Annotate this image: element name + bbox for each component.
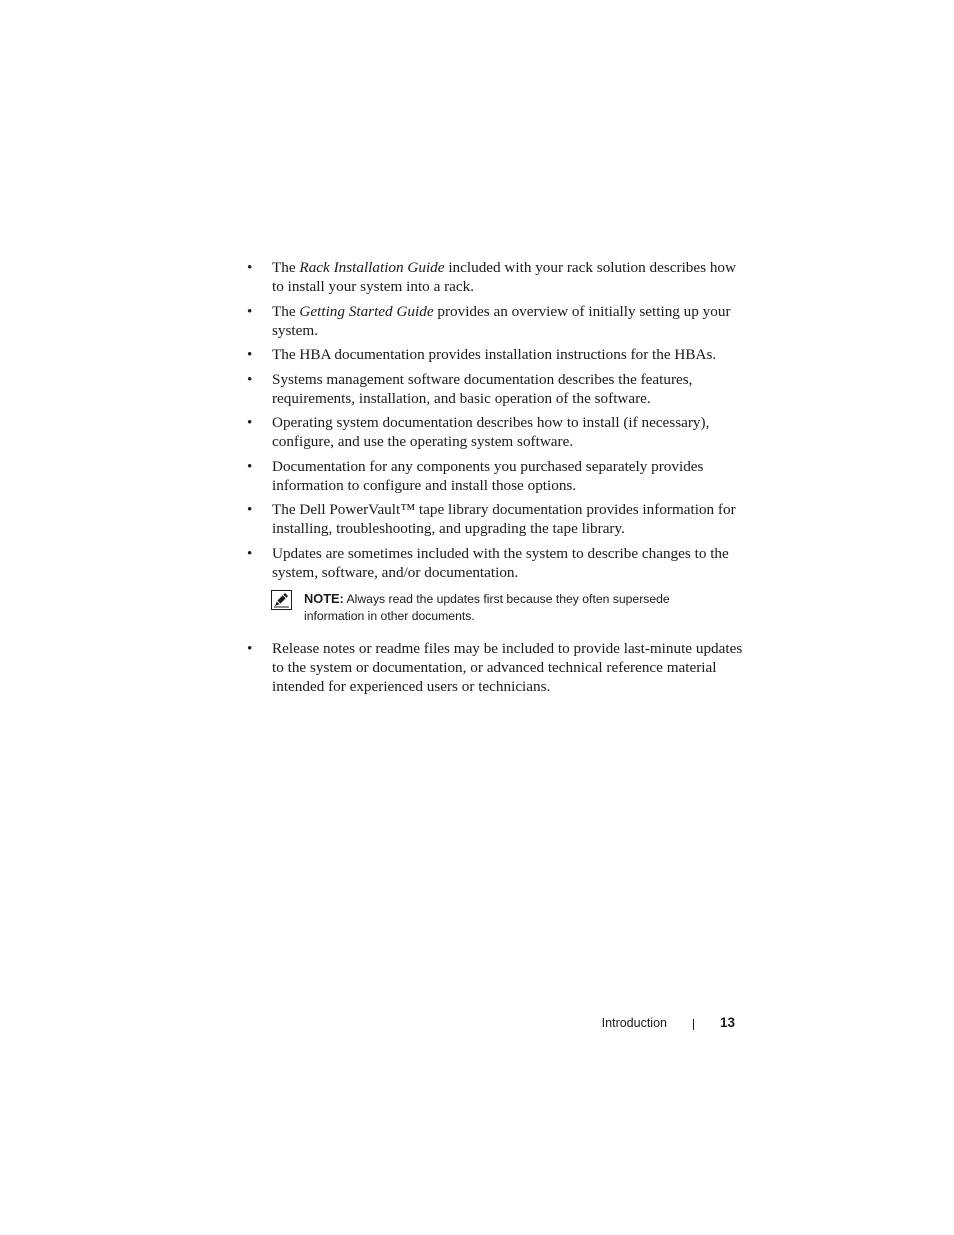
note-label: NOTE: [304,590,344,606]
list-item-text: Release notes or readme files may be included to provide last-minute updates to the system or documentation, or advanced technical reference material intended for experienced users or technicians. [272,639,743,695]
bullet-marker: • [247,457,253,475]
list-item [247,544,747,582]
list-item [247,500,747,538]
bullet-marker: • [247,370,253,388]
list-item-text: Operating system documentation describes how to install (if necessary), configure, and use the operating system software. [272,414,710,450]
bullet-marker: • [247,346,253,363]
page-number: 13 [719,1015,735,1030]
note-callout [247,590,724,625]
note-pencil-icon [271,590,292,610]
guide-title: Getting Started Guide [299,302,434,320]
bullet-marker: • [247,259,253,276]
list-item-text: The Getting Started Guide provides an overview of initially setting up your system. [272,302,731,339]
list-item-text: The HBA documentation provides installation instructions for the HBAs. [272,346,717,363]
list-item-text: Systems management software documentation describes the features, requirements, installation, and basic operation of the software. [272,370,693,407]
list-item [247,639,747,696]
page-footer [560,1015,735,1035]
list-item-text: Documentation for any components you purchased separately provides information to configure and install those options. [272,457,704,494]
documentation-list [247,258,747,701]
bullet-marker: • [247,414,253,431]
guide-title: Rack Installation Guide [299,259,445,276]
list-item-text: Updates are sometimes included with the system to describe changes to the system, software, and/or documentation. [272,544,729,581]
list-item [247,302,747,340]
note-text: Always read the updates first because they often supersede information in other documents. [304,591,670,623]
list-item [247,457,747,495]
list-item [247,258,747,296]
list-item-text: The Rack Installation Guide included with your rack solution describes how to install your system into a rack. [272,259,736,295]
list-item [247,345,747,364]
footer-divider [693,1019,694,1030]
list-item-text: The Dell PowerVault™ tape library documentation provides information for installing, troubleshooting, and upgrading the tape library. [272,501,736,537]
list-item [247,413,747,451]
bullet-marker: • [247,302,253,320]
list-item [247,370,747,408]
bullet-marker: • [247,501,253,518]
footer-section-title: Introduction [601,1016,667,1030]
bullet-marker: • [247,544,253,562]
bullet-marker: • [247,639,253,657]
